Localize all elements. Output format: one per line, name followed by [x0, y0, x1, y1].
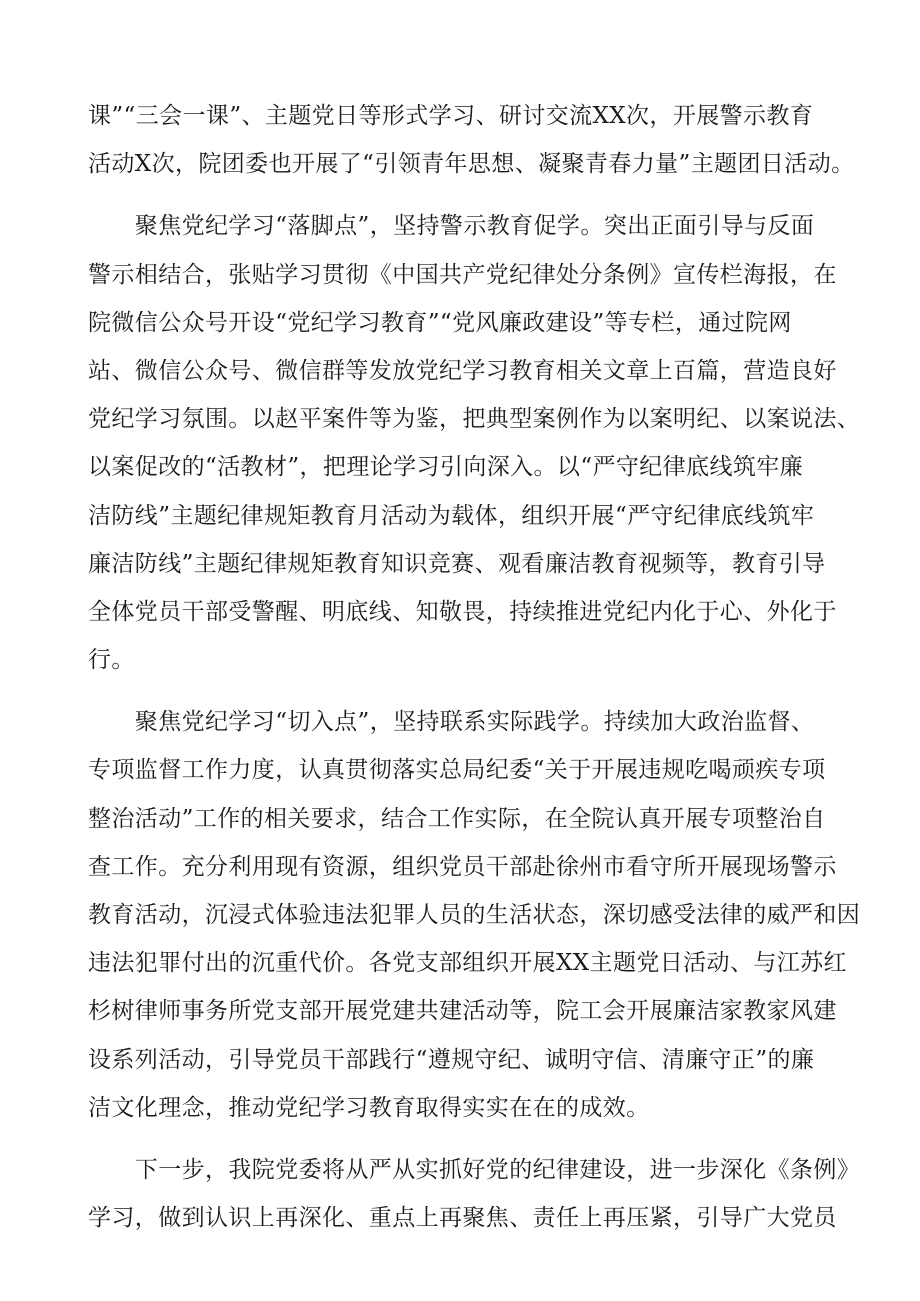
paragraph-1 [88, 92, 855, 188]
text-line: 设系列活动，引导党员干部践行“遵规守纪、诚明守信、清廉守正”的廉 [88, 1046, 815, 1073]
text-line: 党纪学习氛围。以赵平案件等为鉴，把典型案例作为以案明纪、以案说法、 [88, 406, 861, 433]
text-line: 聚焦党纪学习“切入点”，坚持联系实际践学。持续加大政治监督、 [88, 709, 815, 736]
text-line: 以案促改的“活教材”，把理论学习引向深入。以“严守纪律底线筑牢廉 [88, 454, 804, 481]
text-line: 聚焦党纪学习“落脚点”，坚持警示教育促学。突出正面引导与反面 [88, 213, 815, 240]
text-line: 查工作。充分利用现有资源，组织党员干部赴徐州市看守所开展现场警示 [88, 853, 837, 880]
text-line: 违法犯罪付出的沉重代价。各党支部组织开展XX主题党日活动、与江苏红 [88, 950, 847, 977]
text-line: 行。 [88, 647, 135, 674]
text-line: 下一步，我院党委将从严从实抓好党的纪律建设，进一步深化《条例》 [88, 1156, 861, 1183]
text-line: 全体党员干部受警醒、明底线、知敬畏，持续推进党纪内化于心、外化于 [88, 598, 837, 625]
text-line: 杉树律师事务所党支部开展党建共建活动等，院工会开展廉洁家教家风建 [88, 998, 837, 1025]
text-line: 站、微信公众号、微信群等发放党纪学习教育相关文章上百篇，营造良好 [88, 357, 837, 384]
text-line: 洁防线”主题纪律规矩教育月活动为载体，组织开展“严守纪律底线筑牢 [88, 502, 815, 529]
text-line: 院微信公众号开设“党纪学习教育”“党风廉政建设”等专栏，通过院网 [88, 309, 792, 336]
text-line: 洁文化理念，推动党纪学习教育取得实实在在的成效。 [88, 1094, 650, 1121]
paragraph-4 [88, 1146, 861, 1242]
text-line: 学习，做到认识上再深化、重点上再聚焦、责任上再压紧，引导广大党员 [88, 1205, 837, 1232]
text-line: 课”“三会一课”、主题党日等形式学习、研讨交流XX次，开展警示教育 [88, 103, 814, 129]
text-line: 廉洁防线”主题纪律规矩教育知识竞赛、观看廉洁教育视频等，教育引导 [88, 550, 826, 577]
text-line: 专项监督工作力度，认真贯彻落实总局纪委“关于开展违规吃喝顽疾专项 [88, 757, 826, 784]
text-line: 整治活动”工作的相关要求，结合工作实际，在全院认真开展专项整治自 [88, 805, 826, 832]
paragraph-2 [88, 202, 861, 684]
text-line: 活动X次，院团委也开展了“引领青年思想、凝聚青春力量”主题团日活动。 [88, 151, 855, 178]
text-line: 教育活动，沉浸式体验违法犯罪人员的生活状态，深切感受法律的威严和因 [88, 902, 861, 928]
body-text [88, 92, 861, 1242]
text-line: 警示相结合，张贴学习贯彻《中国共产党纪律处分条例》宣传栏海报，在 [88, 261, 837, 288]
paragraph-3 [88, 698, 861, 1132]
